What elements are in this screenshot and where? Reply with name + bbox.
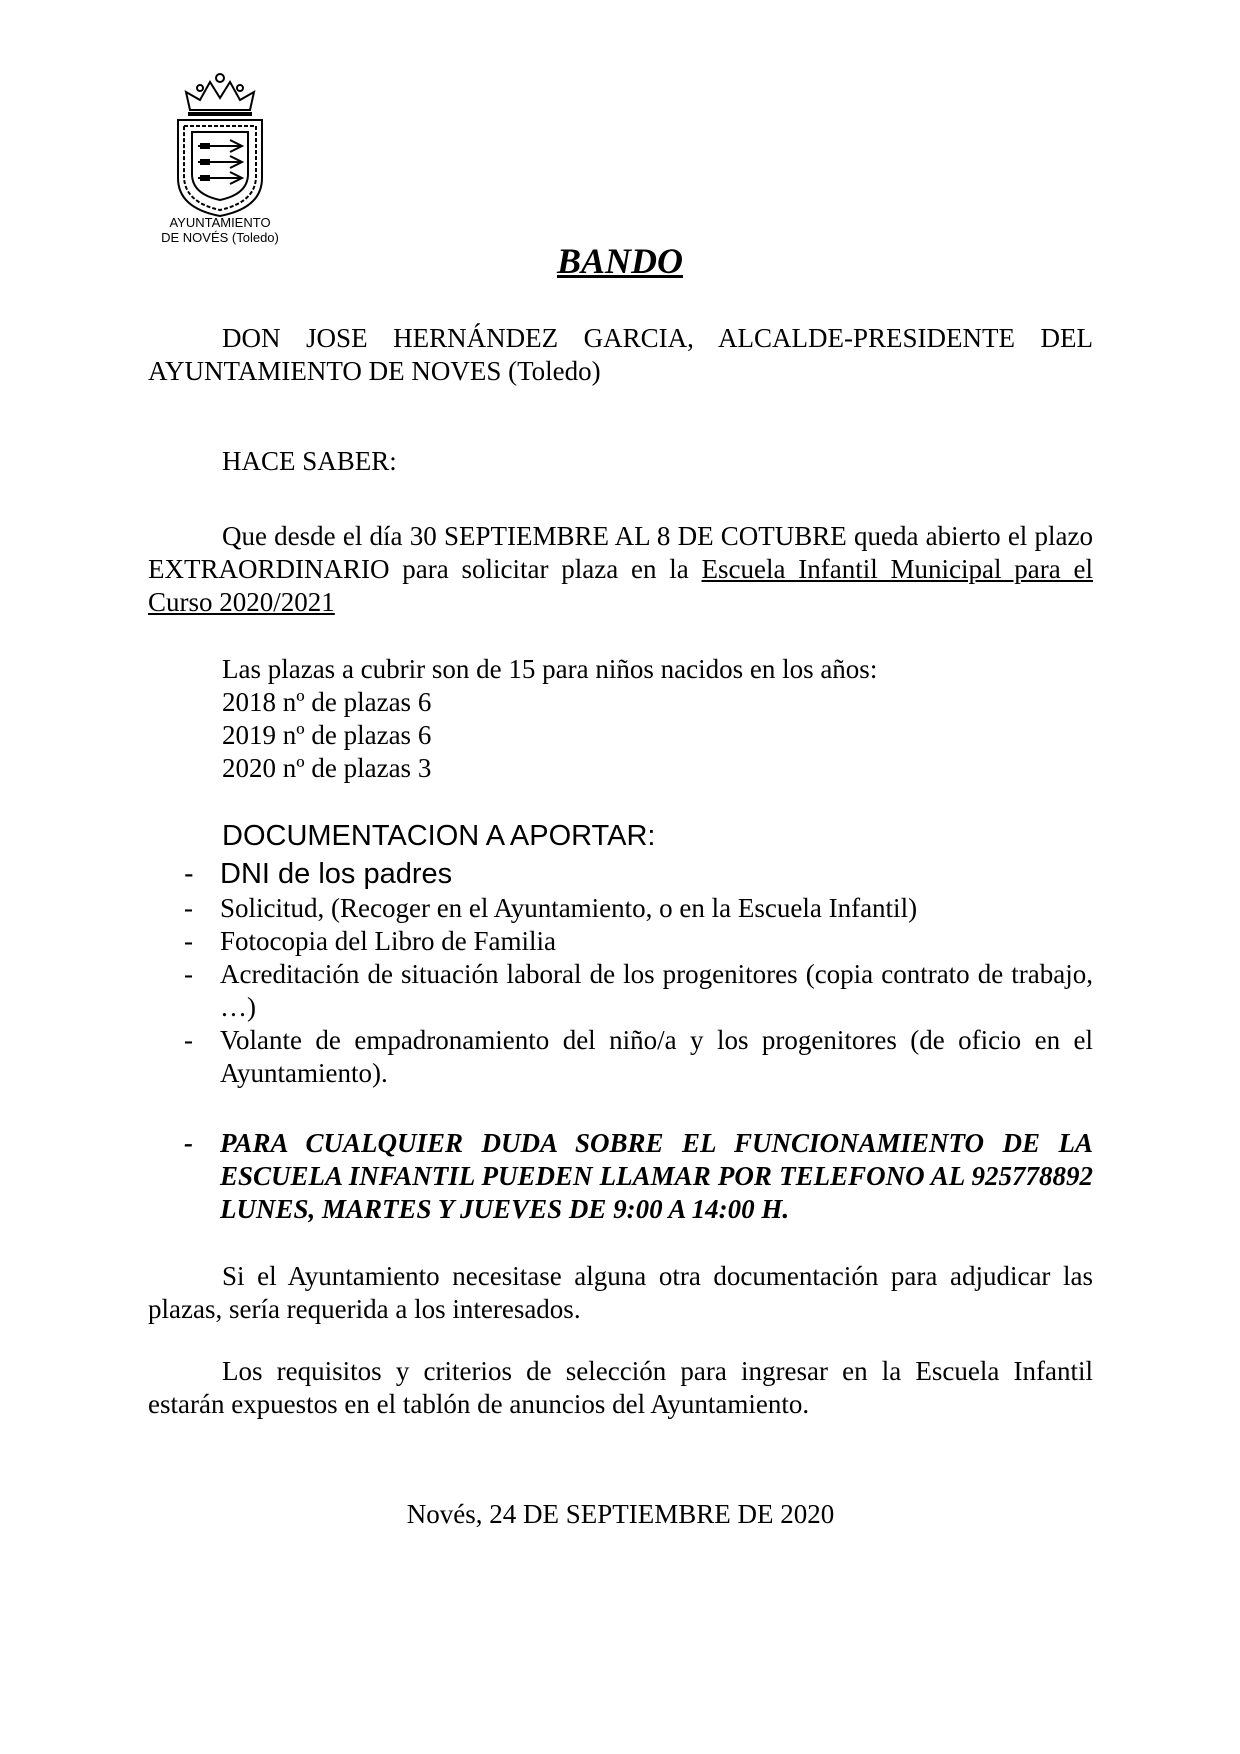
list-item: - DNI de los padres	[220, 856, 1093, 892]
list-item: - Solicitud, (Recoger en el Ayuntamiento, o en la Escuela Infantil)	[220, 892, 1093, 925]
documentacion-list	[220, 856, 1093, 1090]
document-title: BANDO	[556, 241, 684, 281]
plazo-paragraph	[148, 520, 1093, 619]
intro-paragraph: DON JOSE HERNÁNDEZ GARCIA, ALCALDE-PRESIDENTE DEL AYUNTAMIENTO DE NOVES (Toledo)	[148, 323, 1093, 386]
escuela-infantil-reference: Escuela Infantil Municipal para el Curso 2020/2021	[148, 554, 1093, 617]
requisitos-paragraph: Los requisitos y criterios de selección para ingresar en la Escuela Infantil estarán expuestos en el tablón de anuncios del Ayuntamiento.	[148, 1356, 1093, 1419]
plazas-2019: 2019 nº de plazas 6	[222, 720, 432, 750]
telefono-note-list	[220, 1127, 1093, 1226]
crest-caption-line2: DE NOVÉS (Toledo)	[161, 230, 279, 245]
list-item: - Volante de empadronamiento del niño/a y los progenitores (de oficio en el Ayuntamiento).	[220, 1024, 1093, 1090]
list-item: - Fotocopia del Libro de Familia	[220, 925, 1093, 958]
hace-saber-heading: HACE SABER:	[222, 446, 397, 476]
documentacion-adicional-paragraph: Si el Ayuntamiento necesitase alguna otra documentación para adjudicar las plazas, sería requerida a los interesados.	[148, 1261, 1093, 1324]
list-item: - Acreditación de situación laboral de los progenitores (copia contrato de trabajo, …)	[220, 958, 1093, 1024]
plazas-block	[148, 653, 1093, 785]
crest-caption-line1: AYUNTAMIENTO	[169, 215, 271, 230]
plazas-intro: Las plazas a cubrir son de 15 para niños nacidos en los años:	[222, 654, 878, 684]
coat-of-arms-icon	[170, 70, 270, 218]
date-line: Novés, 24 DE SEPTIEMBRE DE 2020	[406, 1499, 835, 1529]
documentacion-heading: DOCUMENTACION A APORTAR:	[222, 820, 656, 852]
municipal-crest	[150, 70, 290, 246]
plazo-text: Que desde el día 30 SEPTIEMBRE AL 8 DE COTUBRE queda abierto el plazo EXTRAORDINARIO para solicitar plaza en la	[148, 521, 1093, 584]
plazas-2018: 2018 nº de plazas 6	[222, 687, 432, 717]
telefono-note: - PARA CUALQUIER DUDA SOBRE EL FUNCIONAMIENTO DE LA ESCUELA INFANTIL PUEDEN LLAMAR POR TELEFONO AL 925778892 LUNES, MARTES Y JUEVES DE 9:00 A 14:00 H.	[220, 1127, 1093, 1226]
plazas-2020: 2020 nº de plazas 3	[222, 753, 432, 783]
